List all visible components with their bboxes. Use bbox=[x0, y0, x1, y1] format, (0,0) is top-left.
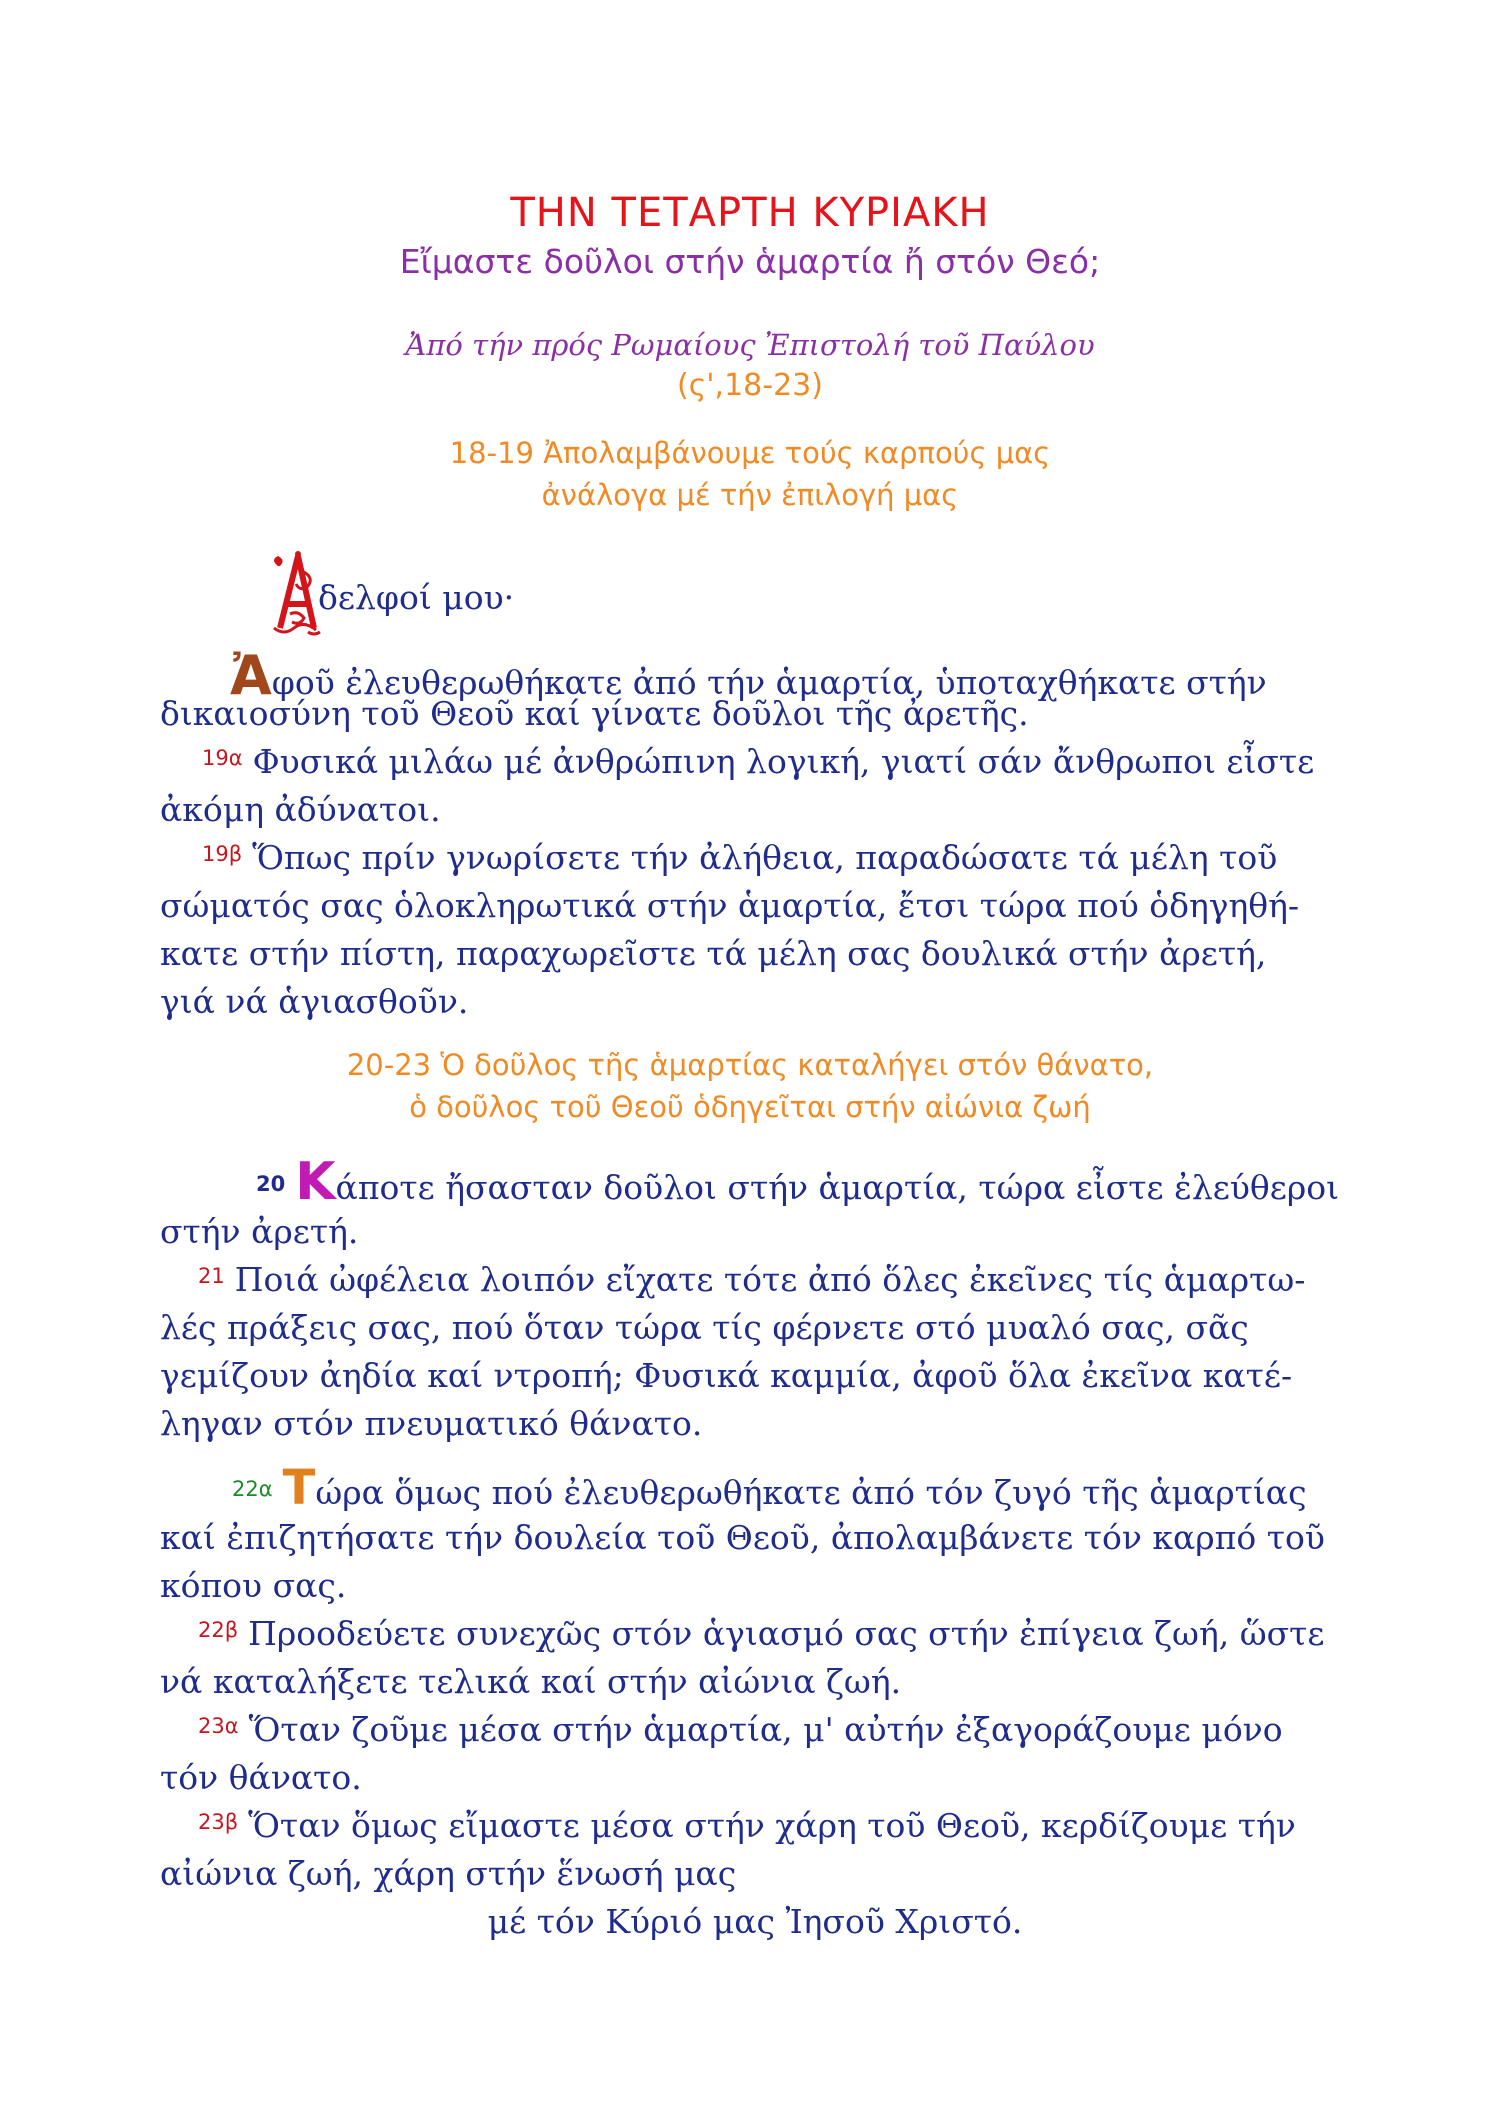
section-heading-1-line-2: ἀνάλογα μέ τήν ἐπιλογή μας bbox=[541, 478, 959, 512]
verse-number-23b: 23β bbox=[198, 1810, 239, 1834]
v21-text-line-3: γεμίζουν ἀηδία καί ντροπή; Φυσικά καμμία, ἀφοῦ ὅλα ἐκεῖνα κατέ- bbox=[160, 1356, 1293, 1395]
v22a-line-2 bbox=[160, 1518, 1350, 1566]
verse-number-19b: 19β bbox=[202, 842, 243, 866]
v20-text-line-2: στήν ἀρετή. bbox=[160, 1212, 359, 1251]
v21-line-4 bbox=[160, 1404, 1350, 1452]
v22b-line-1 bbox=[160, 1614, 1350, 1662]
v19a-text-line-1: Φυσικά μιλάω μέ ἀνθρώπινη λογική, γιατί σάν ἄνθρωποι εἶστε bbox=[252, 742, 1315, 781]
section-heading-2 bbox=[0, 1044, 1500, 1128]
v21-line-3 bbox=[160, 1356, 1350, 1404]
v21-text-line-2: λές πράξεις σας, πού ὅταν τώρα τίς φέρνετε στό μυαλό σας, σᾶς bbox=[160, 1308, 1249, 1347]
v20-line-1 bbox=[160, 1152, 1350, 1212]
v19b-line-3 bbox=[160, 934, 1350, 982]
p1-line-1 bbox=[160, 644, 1350, 707]
v19b-text-line-4: γιά νά ἁγιασθοῦν. bbox=[160, 982, 469, 1021]
v22b-line-2 bbox=[160, 1662, 1350, 1710]
v20-text-line-1: άποτε ἤσασταν δοῦλοι στήν ἁμαρτία, τώρα εἶστε ἐλεύθεροι bbox=[335, 1168, 1340, 1207]
v23a-line-1 bbox=[160, 1710, 1350, 1758]
v19a-line-1 bbox=[160, 742, 1350, 790]
v22a-line-1 bbox=[160, 1460, 1350, 1518]
v20-initial: Κ bbox=[295, 1152, 336, 1212]
v22a-text-line-3: κόπου σας. bbox=[160, 1566, 347, 1605]
verse-number-22b: 22β bbox=[198, 1618, 239, 1642]
v19b-text-line-3: κατε στήν πίστη, παραχωρεῖστε τά μέλη σας δουλικά στήν ἀρετή, bbox=[160, 934, 1267, 973]
v22a-line-3 bbox=[160, 1566, 1350, 1614]
p1-text-line-2: δικαιοσύνη τοῦ Θεοῦ καί γίνατε δοῦλοι τῆς ἀρετῆς. bbox=[160, 694, 1029, 733]
v23b-text-line-3: μέ τόν Κύριό μας Ἰησοῦ Χριστό. bbox=[487, 1902, 1023, 1941]
v21-text-line-1: Ποιά ὠφέλεια λοιπόν εἴχατε τότε ἀπό ὅλες ἐκεῖνες τίς ἁμαρτω- bbox=[234, 1260, 1306, 1299]
verse-number-19a: 19α bbox=[202, 746, 243, 770]
verse-number-22a: 22α bbox=[232, 1477, 273, 1501]
v19b-line-1 bbox=[160, 838, 1350, 886]
page-subtitle: Εἴμαστε δοῦλοι στήν ἁμαρτία ἤ στόν Θεό; bbox=[399, 242, 1101, 281]
verse-number-23a: 23α bbox=[198, 1714, 239, 1738]
section-heading-2-line-2: ὁ δοῦλος τοῦ Θεοῦ ὁδηγεῖται στήν αἰώνια ζωή bbox=[409, 1090, 1091, 1124]
section-heading-2-line-1: 20-23 Ὁ δοῦλος τῆς ἁμαρτίας καταλήγει στόν θάνατο, bbox=[346, 1048, 1154, 1082]
greeting bbox=[268, 548, 668, 638]
v22b-text-line-1: Προοδεύετε συνεχῶς στόν ἁγιασμό σας στήν ἐπίγεια ζωή, ὥστε bbox=[248, 1614, 1325, 1653]
v23b-line-1 bbox=[160, 1806, 1350, 1854]
v21-line-2 bbox=[160, 1308, 1350, 1356]
v19b-line-4 bbox=[160, 982, 1350, 1030]
greeting-text: δελφοί μου· bbox=[318, 578, 515, 617]
v19b-text-line-1: Ὅπως πρίν γνωρίσετε τήν ἀλήθεια, παραδώσατε τά μέλη τοῦ bbox=[252, 838, 1278, 877]
v19a-line-2 bbox=[160, 790, 1350, 838]
v19b-text-line-2: σώματός σας ὁλοκληρωτικά στήν ἁμαρτία, ἔτσι τώρα πού ὁδηγηθή- bbox=[160, 886, 1300, 925]
source-reference: (ς',18-23) bbox=[677, 368, 823, 403]
v22a-text-line-1: ώρα ὅμως πού ἐλευθερωθήκατε ἀπό τόν ζυγό τῆς ἁμαρτίας bbox=[315, 1473, 1307, 1512]
p1-initial: Ἀ bbox=[230, 644, 272, 707]
p1-line-2 bbox=[160, 694, 1350, 742]
v19a-text-line-2: ἀκόμη ἀδύνατοι. bbox=[160, 790, 441, 829]
v22a-text-line-2: καί ἐπιζητήσατε τήν δουλεία τοῦ Θεοῦ, ἀπολαμβάνετε τόν καρπό τοῦ bbox=[160, 1518, 1325, 1557]
v21-line-1 bbox=[160, 1260, 1350, 1308]
v23a-text-line-1: Ὅταν ζοῦμε μέσα στήν ἁμαρτία, μ' αὐτήν ἐξαγοράζουμε μόνο bbox=[248, 1710, 1283, 1749]
v23b-text-line-2: αἰώνια ζωή, χάρη στήν ἕνωσή μας bbox=[160, 1854, 737, 1893]
v23a-line-2 bbox=[160, 1758, 1350, 1806]
p1-text-line-1: φοῦ ἐλευθερωθήκατε ἀπό τήν ἁμαρτία, ὑποταχθήκατε στήν bbox=[271, 663, 1267, 702]
v23b-line-3 bbox=[160, 1902, 1350, 1950]
source-line: Ἀπό τήν πρός Ρωμαίους Ἐπιστολή τοῦ Παύλου bbox=[405, 328, 1095, 362]
v22b-text-line-2: νά καταλήξετε τελικά καί στήν αἰώνια ζωή. bbox=[160, 1662, 902, 1701]
v20-line-2 bbox=[160, 1212, 1350, 1260]
section-heading-1 bbox=[0, 432, 1500, 516]
v23a-text-line-2: τόν θάνατο. bbox=[160, 1758, 362, 1797]
verse-number-21: 21 bbox=[198, 1264, 225, 1288]
v23b-line-2 bbox=[160, 1854, 1350, 1902]
v19b-line-2 bbox=[160, 886, 1350, 934]
v23b-text-line-1: Ὅταν ὅμως εἴμαστε μέσα στήν χάρη τοῦ Θεοῦ, κερδίζουμε τήν bbox=[248, 1806, 1296, 1845]
v22a-initial: Τ bbox=[282, 1460, 316, 1516]
section-heading-1-line-1: 18-19 Ἀπολαμβάνουμε τούς καρπούς μας bbox=[449, 436, 1051, 470]
v21-text-line-4: ληγαν στόν πνευματικό θάνατο. bbox=[160, 1404, 703, 1443]
page-title: ΤΗΝ ΤΕΤΑΡΤΗ ΚΥΡΙΑΚΗ bbox=[510, 190, 990, 236]
verse-number-20: 20 bbox=[256, 1172, 286, 1196]
